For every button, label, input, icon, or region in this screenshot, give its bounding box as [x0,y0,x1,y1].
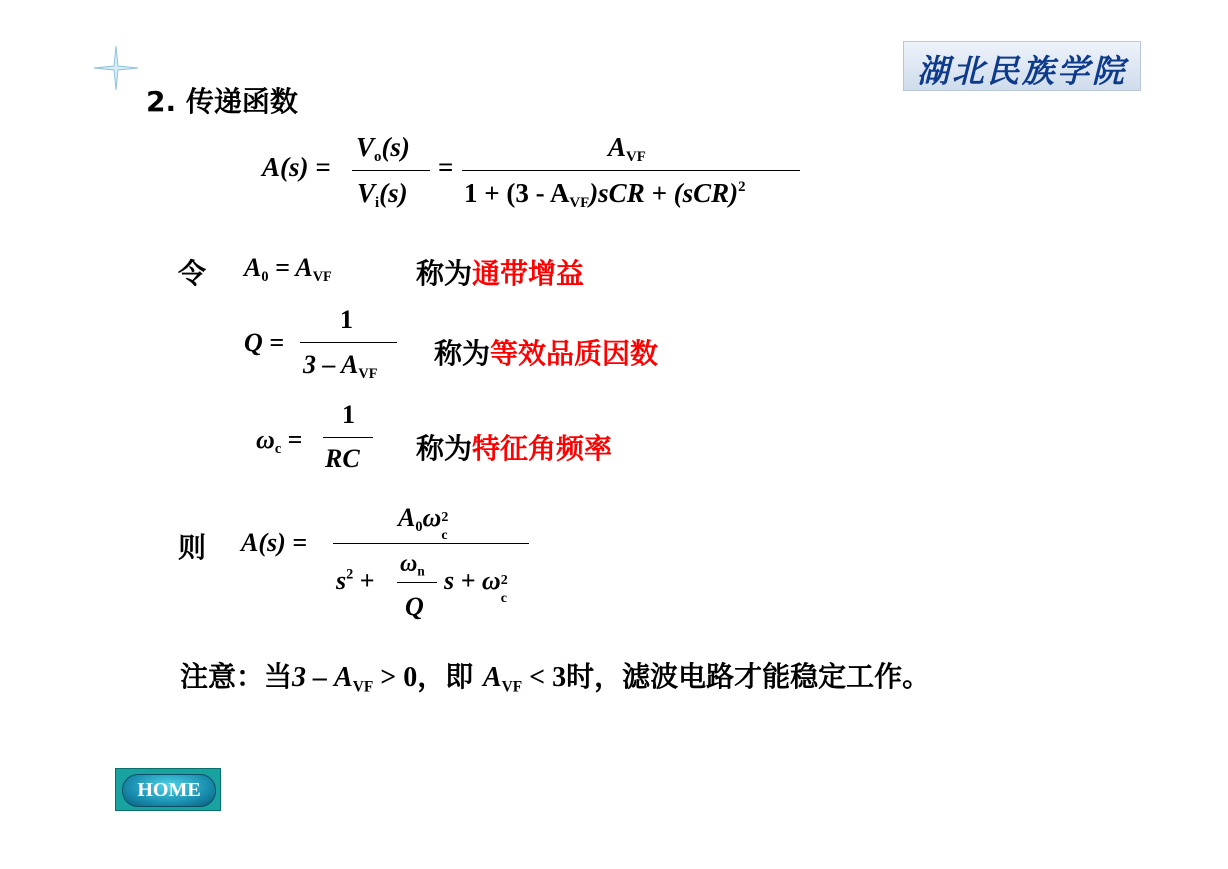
formula-lhs: A(s) = [262,152,331,182]
q-numerator: 1 [340,305,353,334]
q-denominator: $3 - A_{VF}$ [303,350,378,382]
sparkle-icon [92,44,140,92]
section-title-text: 2. 传递函数 [146,85,298,118]
home-button-label[interactable]: HOME [122,774,216,807]
fraction1-bar [352,170,430,171]
home-button[interactable] [115,768,221,811]
university-logo [903,41,1141,91]
result-den-tail: s + ω 2 c [444,566,508,606]
formula-equals: = [438,152,454,182]
result-inner-bar [397,582,437,583]
ling-label: 令 [178,257,207,290]
stability-note: 注意：当$3 - A_{VF} > 0$，即 $A_{VF} < 3$时，滤波电路才能稳定工作。 [180,660,931,696]
q-lhs: Q = [244,328,285,357]
fraction2-denominator: $1 + (3 - A_{VF})sCR + (sCR)^2$ [464,178,746,212]
result-inner-numerator: $\omega_n$ [400,551,425,579]
result-numerator: $A_0\omega$ 2 c [398,503,449,543]
wc-fraction-bar [323,437,373,438]
ze-label: 则 [178,531,207,564]
q-description: 称为等效品质因数 [434,337,659,370]
wc-lhs: $\omega_c$ = [256,425,303,457]
section-title [146,80,298,120]
result-den-s2: $s^2$ + [336,566,375,595]
q-fraction-bar [300,342,397,343]
fraction2-bar [462,170,800,171]
result-lhs: A(s) = [241,528,308,557]
wc-denominator: RC [325,444,360,473]
wc-description: 称为特征角频率 [416,432,613,465]
a0-definition: $A_0 = A_{VF}$ [244,253,332,285]
result-inner-denominator: Q [405,592,424,621]
fraction1-denominator: $V_i(s)$ [357,178,408,212]
fraction1-numerator: $V_o(s)$ [356,132,410,166]
a0-description: 称为通带增益 [416,257,585,290]
logo-text: 湖北民族学院 [916,52,1127,90]
result-fraction-bar [333,543,529,544]
wc-numerator: 1 [342,400,355,429]
fraction2-numerator: $A_{VF}$ [608,132,646,166]
